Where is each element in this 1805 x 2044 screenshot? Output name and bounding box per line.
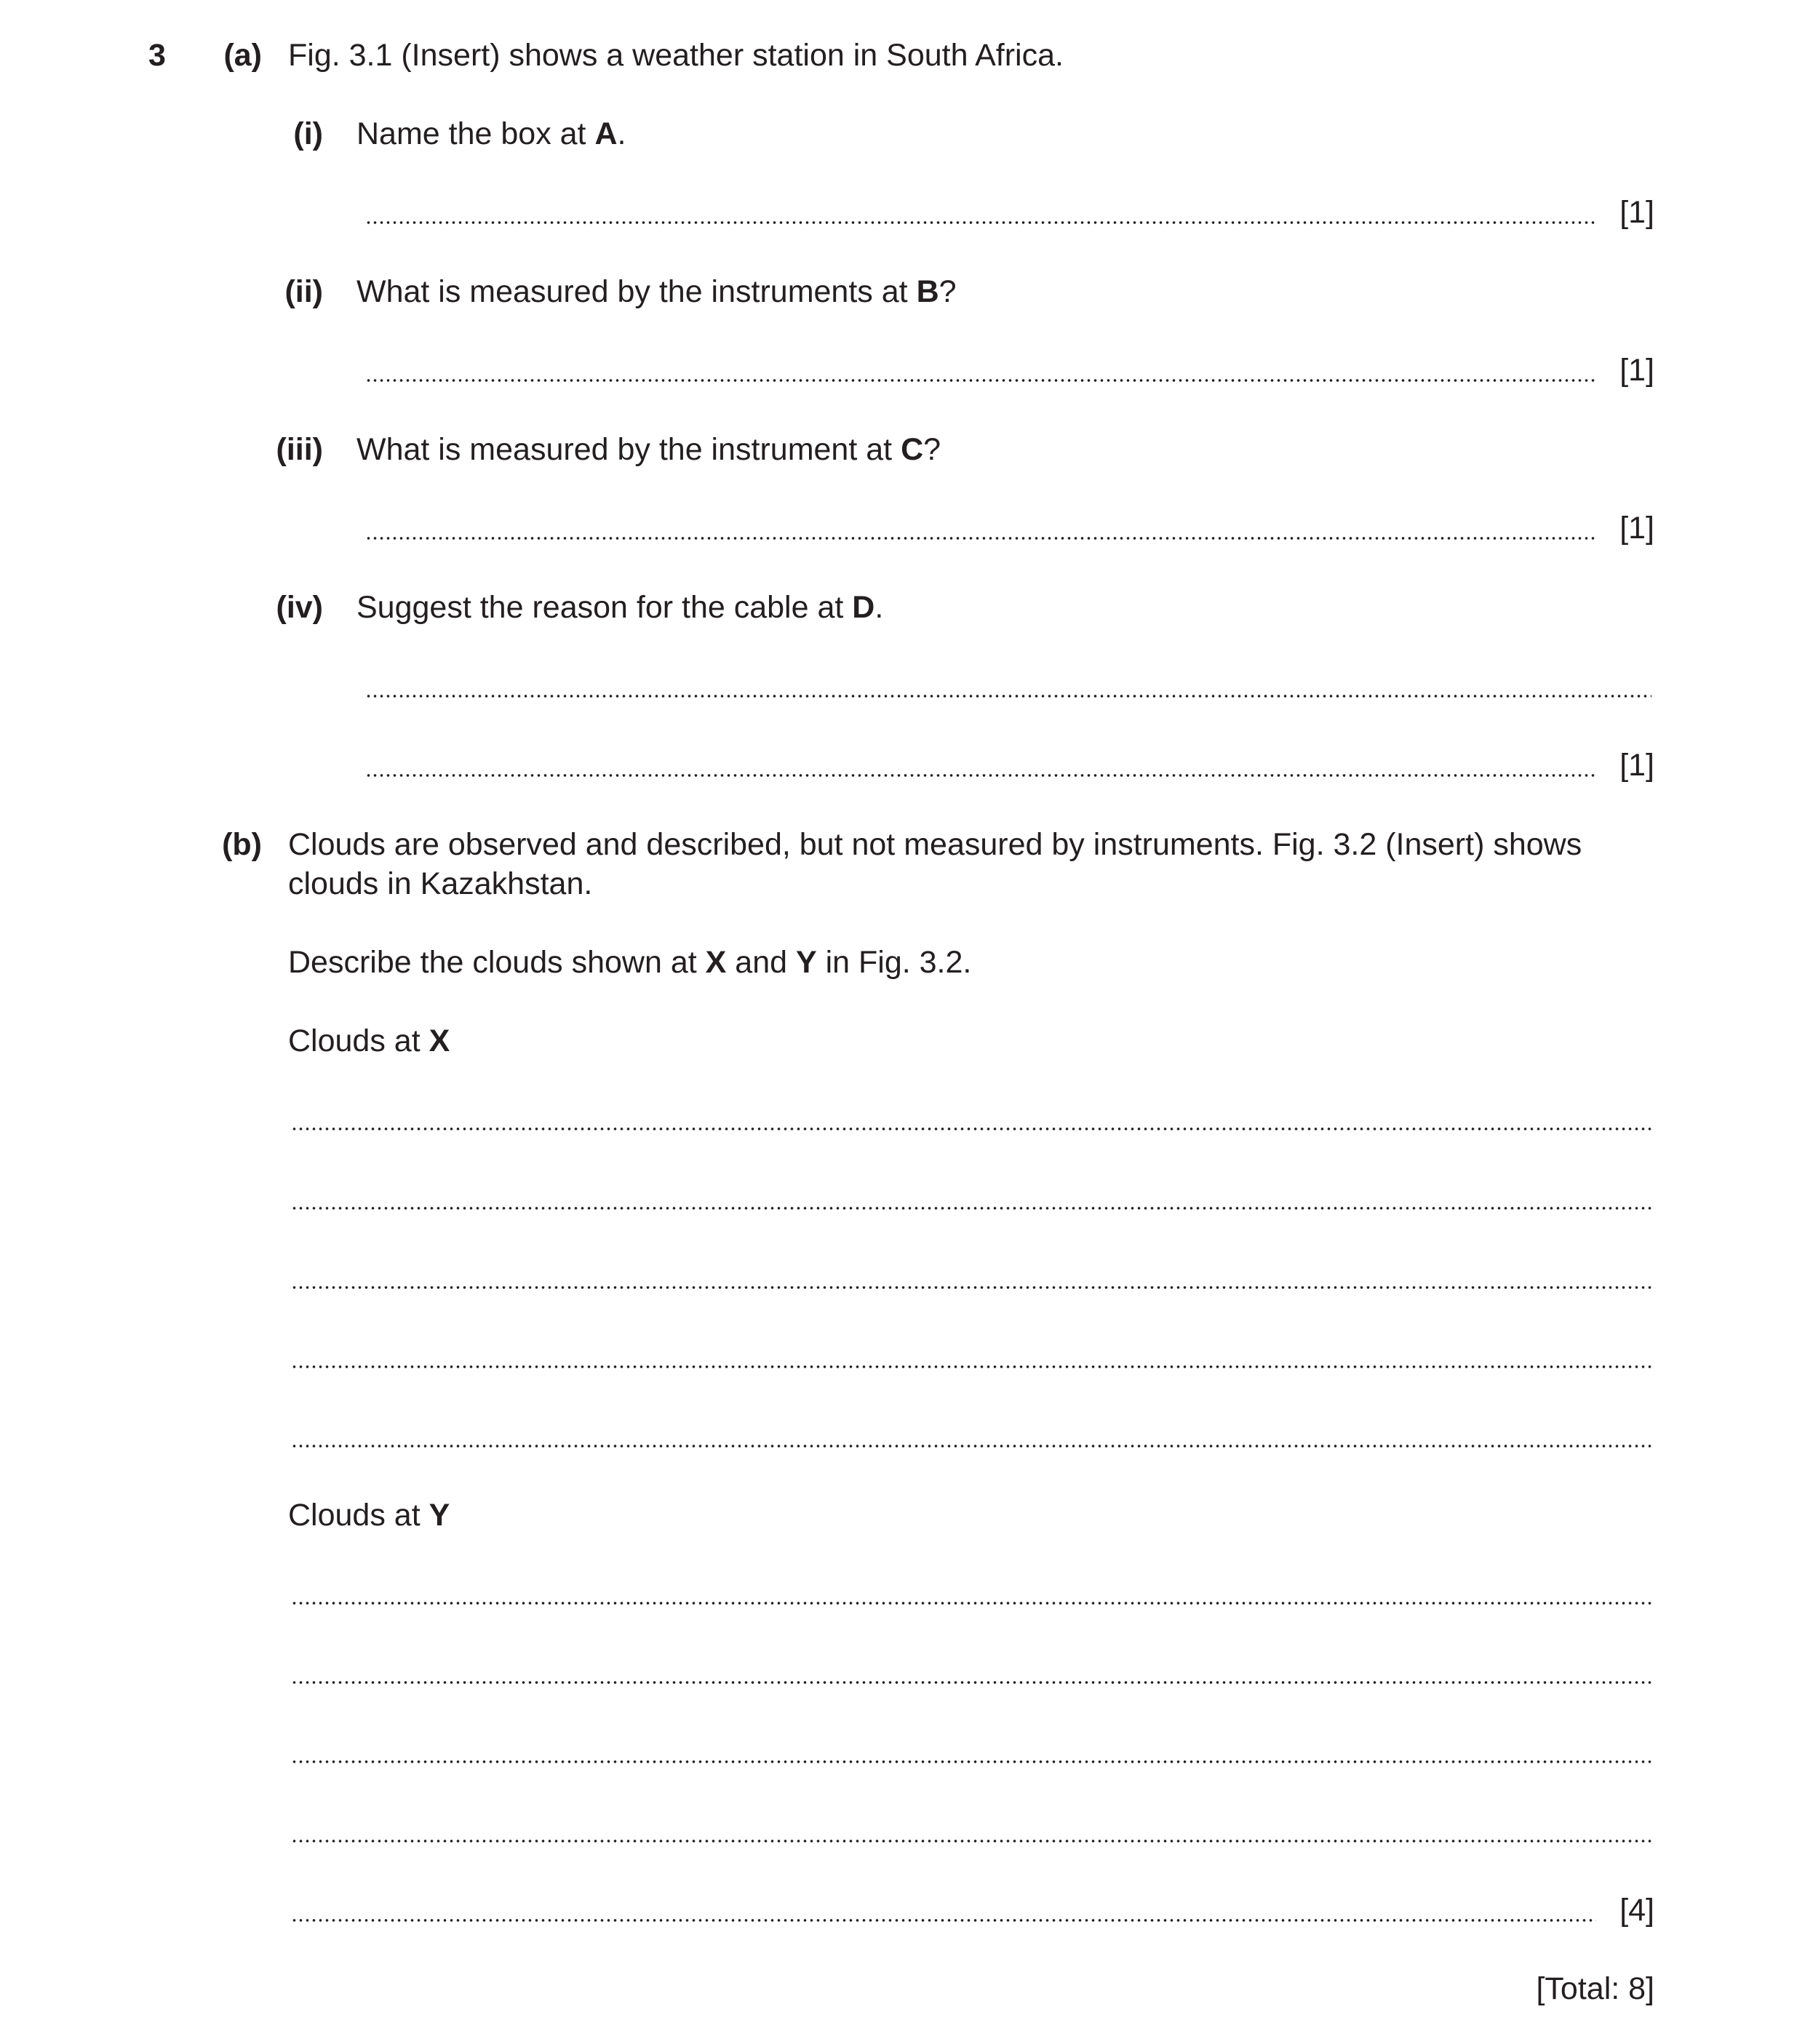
answer-line-x-1[interactable] [291,1127,1651,1130]
mark-a-ii: [1] [1619,353,1654,388]
mark-a-i: [1] [1619,195,1654,230]
part-a-label: (a) [223,38,262,73]
answer-line-y-4[interactable] [291,1840,1651,1843]
mark-a-iii: [1] [1619,511,1654,546]
answer-line-y-3[interactable] [291,1760,1651,1763]
answer-line-a-i[interactable] [365,221,1596,224]
answer-line-y-5[interactable] [291,1919,1596,1922]
part-b-label: (b) [222,827,262,862]
answer-line-y-1[interactable] [291,1602,1651,1605]
answer-line-x-2[interactable] [291,1207,1651,1210]
answer-line-a-iv-1[interactable] [365,695,1651,698]
part-a-intro: Fig. 3.1 (Insert) shows a weather station in South Africa. [288,38,1064,73]
answer-line-x-3[interactable] [291,1286,1651,1289]
clouds-y-heading: Clouds at Y [288,1498,450,1533]
part-a-i-question: Name the box at A. [356,116,626,151]
part-a-ii-question: What is measured by the instruments at B? [356,274,957,309]
part-a-i-label: (i) [293,116,323,151]
part-b-intro-line1: Clouds are observed and described, but not measured by instruments. Fig. 3.2 (Insert) shows [288,827,1582,862]
mark-b: [4] [1619,1893,1654,1928]
answer-line-a-iv-2[interactable] [365,774,1596,777]
clouds-x-heading: Clouds at X [288,1023,450,1058]
part-b-instruction: Describe the clouds shown at X and Y in Fig. 3.2. [288,945,972,980]
part-a-ii-label: (ii) [284,274,323,309]
answer-line-a-ii[interactable] [365,379,1596,382]
part-a-iv-label: (iv) [276,590,323,625]
part-b-intro-line2: clouds in Kazakhstan. [288,866,593,901]
answer-line-y-2[interactable] [291,1681,1651,1684]
part-a-iii-question: What is measured by the instrument at C? [356,432,941,467]
answer-line-x-5[interactable] [291,1445,1651,1448]
mark-a-iv: [1] [1619,748,1654,783]
question-number: 3 [148,38,166,73]
answer-line-x-4[interactable] [291,1365,1651,1368]
part-a-iv-question: Suggest the reason for the cable at D. [356,590,884,625]
total-marks: [Total: 8] [1536,1971,1654,2006]
answer-line-a-iii[interactable] [365,537,1596,540]
part-a-iii-label: (iii) [276,432,323,467]
